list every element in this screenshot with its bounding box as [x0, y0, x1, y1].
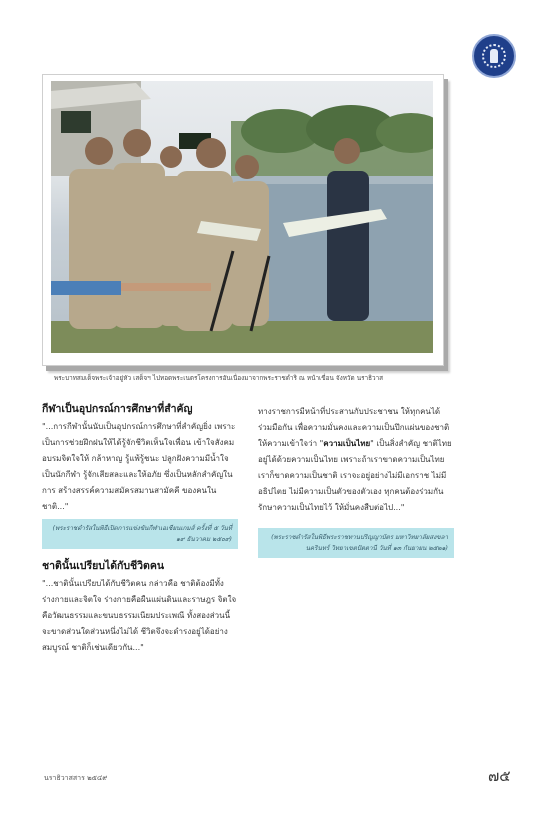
photo-frame [42, 74, 444, 366]
bold-phrase-thainess: ความเป็นไทย [323, 439, 371, 448]
left-column [42, 402, 238, 656]
section-heading-nation: ชาตินั้นเปรียบได้กับชีวิตคน [42, 560, 165, 572]
photo-caption: พระบาทสมเด็จพระเจ้าอยู่หัว เสด็จฯ ไปทอดพระเนตรโครงการอันเนื่องมาจากพระราชดำริ ณ หน้าเขื่อน จังหวัด นราธิวาส [54, 374, 384, 382]
footer-publication: นราธิวาสสาร ๒๕๔๙ [44, 774, 108, 782]
news-photo [51, 81, 433, 353]
quote-source-thainess: (พระราชดำรัสในพิธีพระราชทานปริญญาบัตร มหาวิทยาลัยสงขลานครินทร์ วิทยาเขตปัตตานี วันที่ ๑๓ กันยายน ๒๕๒๑) [258, 528, 454, 558]
paragraph-nation: "...ชาตินั้นเปรียบได้กับชีวิตคน กล่าวคือ ชาติต้องมีทั้งร่างกายและจิตใจ ร่างกายคือผืนแผ่นดินและราษฎร จิตใจคือวัฒนธรรมและขนบธรรมเนียมประเพณี ทั้งสองส่วนนี้ จะขาดส่วนใดส่วนหนึ่งไม่ได้ ชีวิตจึงจะดำรงอยู่ได้อย่างสมบูรณ์ ชาติก็เช่นเดียวกัน..." [42, 579, 237, 652]
royal-emblem-icon [472, 34, 516, 78]
paragraph-thainess-part2: เป็นสิ่งสำคัญ ชาติไทยอยู่ได้ด้วยความเป็นไทย เพราะถ้าเราขาดความเป็นไทย เราก็ขาดความเป็นชาติ เราจะอยู่อย่างไม่มีเอกราช ไม่มีอธิปไตย ไม่มีความเป็นตัวของตัวเอง ทุกคนต้องร่วมกันรักษาความเป็นไทยไว้ ให้มั่นคงสืบต่อไป..." [258, 439, 452, 512]
quote-source-sports: (พระราชดำรัสในพิธีเปิดการแข่งขันกีฬาเอเชียนเกมส์ ครั้งที่ ๕ วันที่ ๑๙ ธันวาคม ๒๕๐๙) [42, 519, 238, 549]
paragraph-sports: "...การกีฬานั้นนับเป็นอุปกรณ์การศึกษาที่สำคัญยิ่ง เพราะเป็นการช่วยฝึกฝนให้ได้รู้จักชีวิตเห็นใจเพื่อน เข้าใจสังคม อบรมจิตใจให้ กล้าหาญ รู้แพ้รู้ชนะ ปลูกฝังความมีน้ำใจเป็นนักกีฬา รู้จักเสียสละและให้อภัย ซึ่งเป็นหลักสำคัญในการ สร้างสรรค์ความสมัครสมานสามัคคี ของคนในชาติ..." [42, 422, 236, 511]
paragraph-thainess-part1: ทางราชการมีหน้าที่ประสานกับประชาชน ให้ทุกคนได้ร่วมมือกัน เพื่อความมั่นคงและความเป็นปึกแผ่นของชาติ ให้ความเข้าใจว่า [258, 407, 450, 448]
paragraph-thainess: ทางราชการมีหน้าที่ประสานกับประชาชน ให้ทุกคนได้ร่วมมือกัน เพื่อความมั่นคงและความเป็นปึกแผ่นของชาติ ให้ความเข้าใจว่า "ความเป็นไทย" เป็นสิ่งสำคัญ ชาติไทยอยู่ได้ด้วยความเป็นไทย เพราะถ้าเราขาดความเป็นไทย เราก็ขาดความเป็นชาติ เราจะอยู่อย่างไม่มีเอกราช ไม่มีอธิปไตย ไม่มีความเป็นตัวของตัวเอง ทุกคนต้องร่วมกันรักษาความเป็นไทยไว้ ให้มั่นคงสืบต่อไป..." [258, 407, 452, 512]
photo-illustration [51, 81, 433, 353]
section-heading-sports: กีฬาเป็นอุปกรณ์การศึกษาที่สำคัญ [42, 403, 193, 415]
right-column [258, 404, 454, 558]
page-number: ๗๕ [488, 767, 511, 785]
